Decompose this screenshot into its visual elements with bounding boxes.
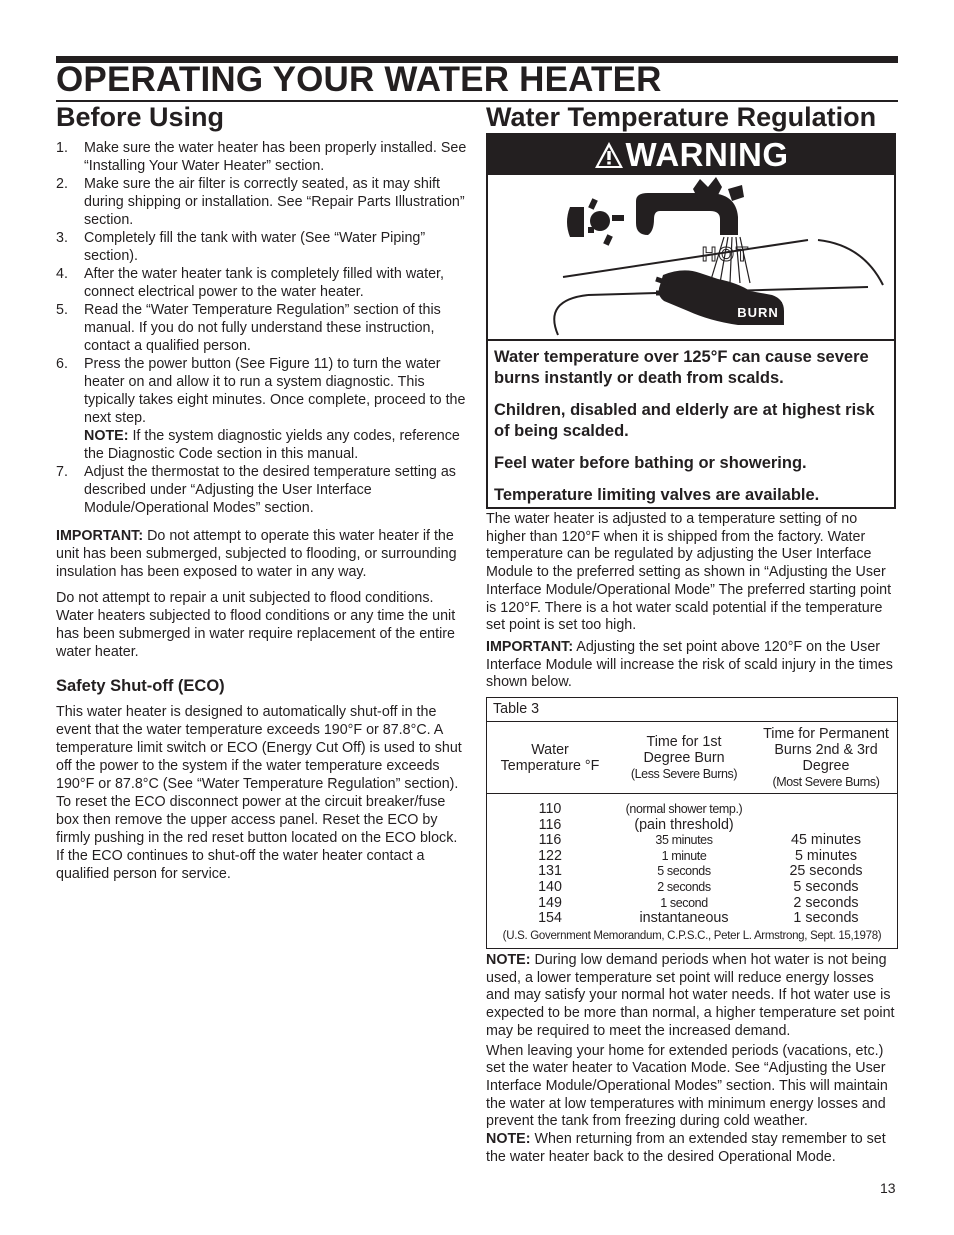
burn-label: BURN	[737, 305, 779, 320]
warning-text	[488, 341, 894, 506]
page-number: 13	[880, 1180, 896, 1196]
page-title: OPERATING YOUR WATER HEATER	[56, 60, 662, 99]
table-cell	[755, 818, 897, 834]
scald-hazard-illustration	[488, 175, 894, 341]
table-cell: 1 minute	[661, 848, 707, 863]
table-cell: 1 second	[660, 895, 708, 910]
temp-regulation-text	[486, 511, 898, 692]
table-cell: 122	[538, 847, 562, 864]
table-cell: (pain threshold)	[634, 816, 734, 833]
flood-paragraph: Do not attempt to repair a unit subjected to flood conditions. Water heaters subjected to flood conditions or any time the unit has been submerged in water require replacement of the entire water heater.	[56, 590, 456, 660]
table-cell: 1 seconds	[793, 910, 859, 927]
intro-paragraph: The water heater is adjusted to a temperature setting of no higher than 120°F when it is shipped from the factory. Water temperature can be regulated by adjusting the User Interface Module to the preferred setting as shown in “Adjusting the User Interface Module/Operational Mode” The preferred starting point is 120°F. There is a hot water scald potential if the temperature set point is set too high.	[486, 511, 892, 634]
table-cell: 149	[538, 894, 562, 911]
table-cell: 35 minutes	[655, 833, 713, 848]
scald-time-table	[486, 697, 898, 949]
table-cell: 2 seconds	[657, 879, 711, 894]
list-item: 6. Press the power button (See Figure 11) to turn the water heater on and allow it to run a system diagnostic. This typically takes eight minutes. Once complete, proceed to the next step. NOTE: If the system diagnostic yields any codes, reference the Diagnostic Code section in this manual.	[56, 356, 466, 462]
table-cell: 116	[538, 816, 562, 833]
warning-line: Water temperature over 125°F can cause severe burns instantly or death from scalds.	[494, 348, 869, 387]
vacation-paragraph: When leaving your home for extended periods (vacations, etc.) set the water heater to Vacation Mode. See “Adjusting the User Interface Module/Operational Modes” section. This will maintain the water at low temperatures with minimum energy losses and prevent the tank from freezing during cold weather.	[486, 1042, 888, 1130]
table-cell: 140	[538, 878, 562, 895]
warning-line: Temperature limiting valves are available.	[494, 486, 820, 504]
note-paragraph: NOTE: When returning from an extended stay remember to set the water heater back to the desired Operational Mode.	[486, 1131, 886, 1165]
hot-water-faucet-icon	[488, 175, 894, 341]
table-header	[487, 722, 897, 794]
table-cell: 25 seconds	[789, 863, 863, 880]
list-item: 1. Make sure the water heater has been properly installed. See “Installing Your Water Heater” section.	[56, 140, 467, 174]
list-item: 4. After the water heater tank is completely filled with water, connect electrical power to the water heater.	[56, 266, 444, 300]
warning-line: Children, disabled and elderly are at highest risk of being scalded.	[494, 401, 875, 440]
table-cell: 154	[538, 910, 562, 927]
note-paragraph: NOTE: During low demand periods when hot water is not being used, a lower temperature set point will reduce energy losses and may satisfy your normal hot water needs. If hot water use is expected to be more than normal, a higher temperature set point may be required to meet the increased demand.	[486, 952, 895, 1039]
table-cell: 5 minutes	[795, 847, 857, 864]
eco-paragraph: This water heater is designed to automatically shut-off in the event that the water temperature exceeds 190°F or 87.8°C. A temperature limit switch or ECO (Energy Cut Off) is used to shut off the power to the system if the water temperature exceeds 190°F or 87.8°C (See “Water Temperature Regulation” section). To reset the ECO disconnect power at the circuit breaker/fuse box then remove the upper access panel. Reset the ECO by firmly pushing in the red reset button located on the ECO block. If the ECO continues to shut-off the water heater contact a qualified person for service.	[56, 704, 462, 882]
warning-header	[488, 135, 894, 175]
hot-label: HOT	[701, 244, 751, 266]
table-cell: 5 seconds	[793, 878, 859, 895]
table-caption: Table 3	[487, 698, 897, 722]
table-cell	[755, 802, 897, 818]
table-cell: 110	[538, 801, 562, 817]
notes-section	[486, 952, 898, 1166]
header-water-temp: Water Temperature °F	[500, 741, 600, 774]
warning-title: WARNING	[625, 136, 789, 173]
table-cell: 2 seconds	[793, 894, 859, 911]
warning-triangle-icon	[594, 141, 624, 169]
header-first-degree: Time for 1st Degree Burn (Less Severe Burns)	[630, 733, 738, 781]
header-permanent: Time for Permanent Burns 2nd & 3rd Degree (Most Severe Burns)	[763, 725, 889, 789]
list-item: 7. Adjust the thermostat to the desired temperature setting as described under “Adjusting the User Interface Module/Operational Modes” section.	[56, 464, 456, 516]
table-body	[487, 794, 897, 927]
list-item: 3. Completely fill the tank with water (See “Water Piping” section).	[56, 230, 426, 264]
permanent-column	[755, 802, 897, 927]
table-cell: 131	[538, 863, 562, 880]
eco-heading: Safety Shut-off (ECO)	[56, 677, 225, 695]
note-label: NOTE:	[84, 428, 129, 444]
table-cell: 116	[538, 832, 562, 849]
table-source-note: (U.S. Government Memorandum, C.P.S.C., Peter L. Armstrong, Sept. 15,1978)	[502, 930, 882, 942]
list-item: 5. Read the “Water Temperature Regulation” section of this manual. If you do not fully understand these instruction, contact a qualified person.	[56, 302, 441, 354]
first-degree-column	[613, 802, 755, 927]
table-cell: 5 seconds	[657, 864, 711, 879]
list-item: 2. Make sure the air filter is correctly seated, as it may shift during shipping or installation. See “Repair Parts Illustration” section.	[56, 176, 465, 228]
temps-column	[487, 802, 613, 927]
before-using-heading: Before Using	[56, 102, 225, 132]
warning-line: Feel water before bathing or showering.	[494, 454, 807, 472]
table-cell: (normal shower temp.)	[625, 802, 743, 816]
table-cell: instantaneous	[639, 910, 729, 927]
before-using-section	[56, 139, 468, 883]
warning-box	[486, 133, 896, 509]
steps-list	[56, 139, 468, 517]
important-paragraph: IMPORTANT: Do not attempt to operate this water heater if the unit has been submerged, subjected to flooding, or surrounding insulation has been exposed to water in any way.	[56, 528, 457, 580]
water-temp-regulation-heading: Water Temperature Regulation	[486, 102, 877, 132]
table-cell: 45 minutes	[791, 832, 861, 849]
important-paragraph: IMPORTANT: Adjusting the set point above 120°F on the User Interface Module will increase the risk of scald injury in the times shown below.	[486, 638, 893, 691]
